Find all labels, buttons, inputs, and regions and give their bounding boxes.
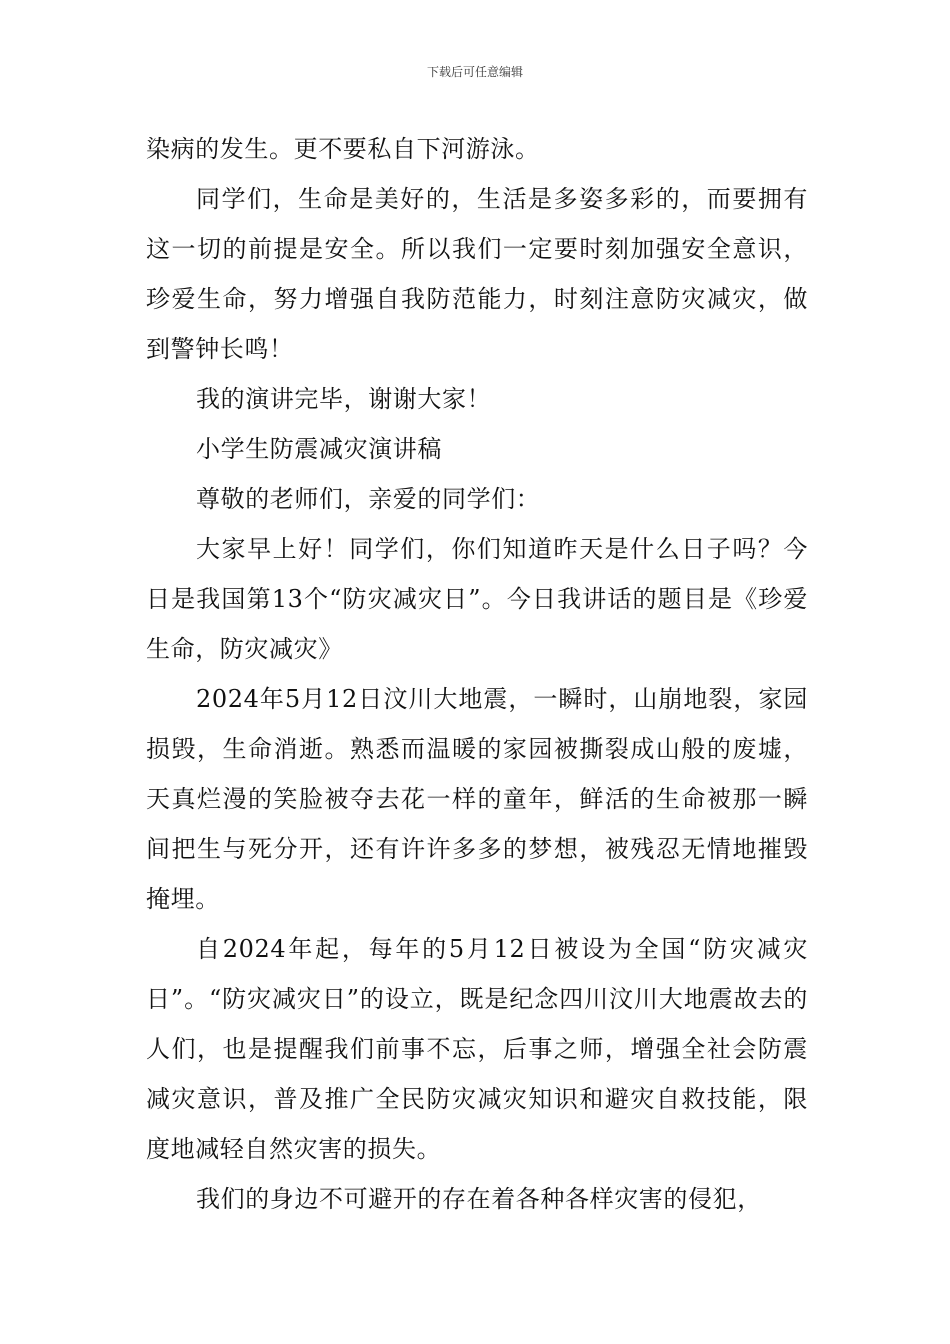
paragraph-6: 大家早上好！同学们，你们知道昨天是什么日子吗？今日是我国第13个“防灾减灾日”。今日我讲话的题目是《珍爱生命，防灾减灾》 [146,535,808,663]
document-body [146,124,808,1224]
speech-title: 小学生防震减灾演讲稿 [196,435,442,463]
paragraph-3: 我的演讲完毕，谢谢大家！ [196,385,492,413]
page-header: 下载后可任意编辑 [426,65,523,79]
paragraph-7: 2024年5月12日汶川大地震，一瞬时，山崩地裂，家园损毁，生命消逝。熟悉而温暖的家园被撕裂成山般的废墟，天真烂漫的笑脸被夺去花一样的童年，鲜活的生命被那一瞬间把生与死分开，还有许许多多的梦想，被残忍无情地摧毁掩埋。 [146,685,808,913]
paragraph-8: 自2024年起，每年的5月12日被设为全国“防灾减灾日”。“防灾减灾日”的设立，既是纪念四川汶川大地震故去的人们，也是提醒我们前事不忘，后事之师，增强全社会防震减灾意识，普及推广全民防灾减灾知识和避灾自救技能，限度地减轻自然灾害的损失。 [146,935,808,1163]
paragraph-9: 我们的身边不可避开的存在着各种各样灾害的侵犯， [196,1185,762,1213]
salutation: 尊敬的老师们，亲爱的同学们： [196,485,541,513]
paragraph-1: 染病的发生。更不要私自下河游泳。 [146,135,540,163]
paragraph-2: 同学们，生命是美好的，生活是多姿多彩的，而要拥有这一切的前提是安全。所以我们一定要时刻加强安全意识，珍爱生命，努力增强自我防范能力，时刻注意防灾减灾，做到警钟长鸣！ [146,185,808,363]
